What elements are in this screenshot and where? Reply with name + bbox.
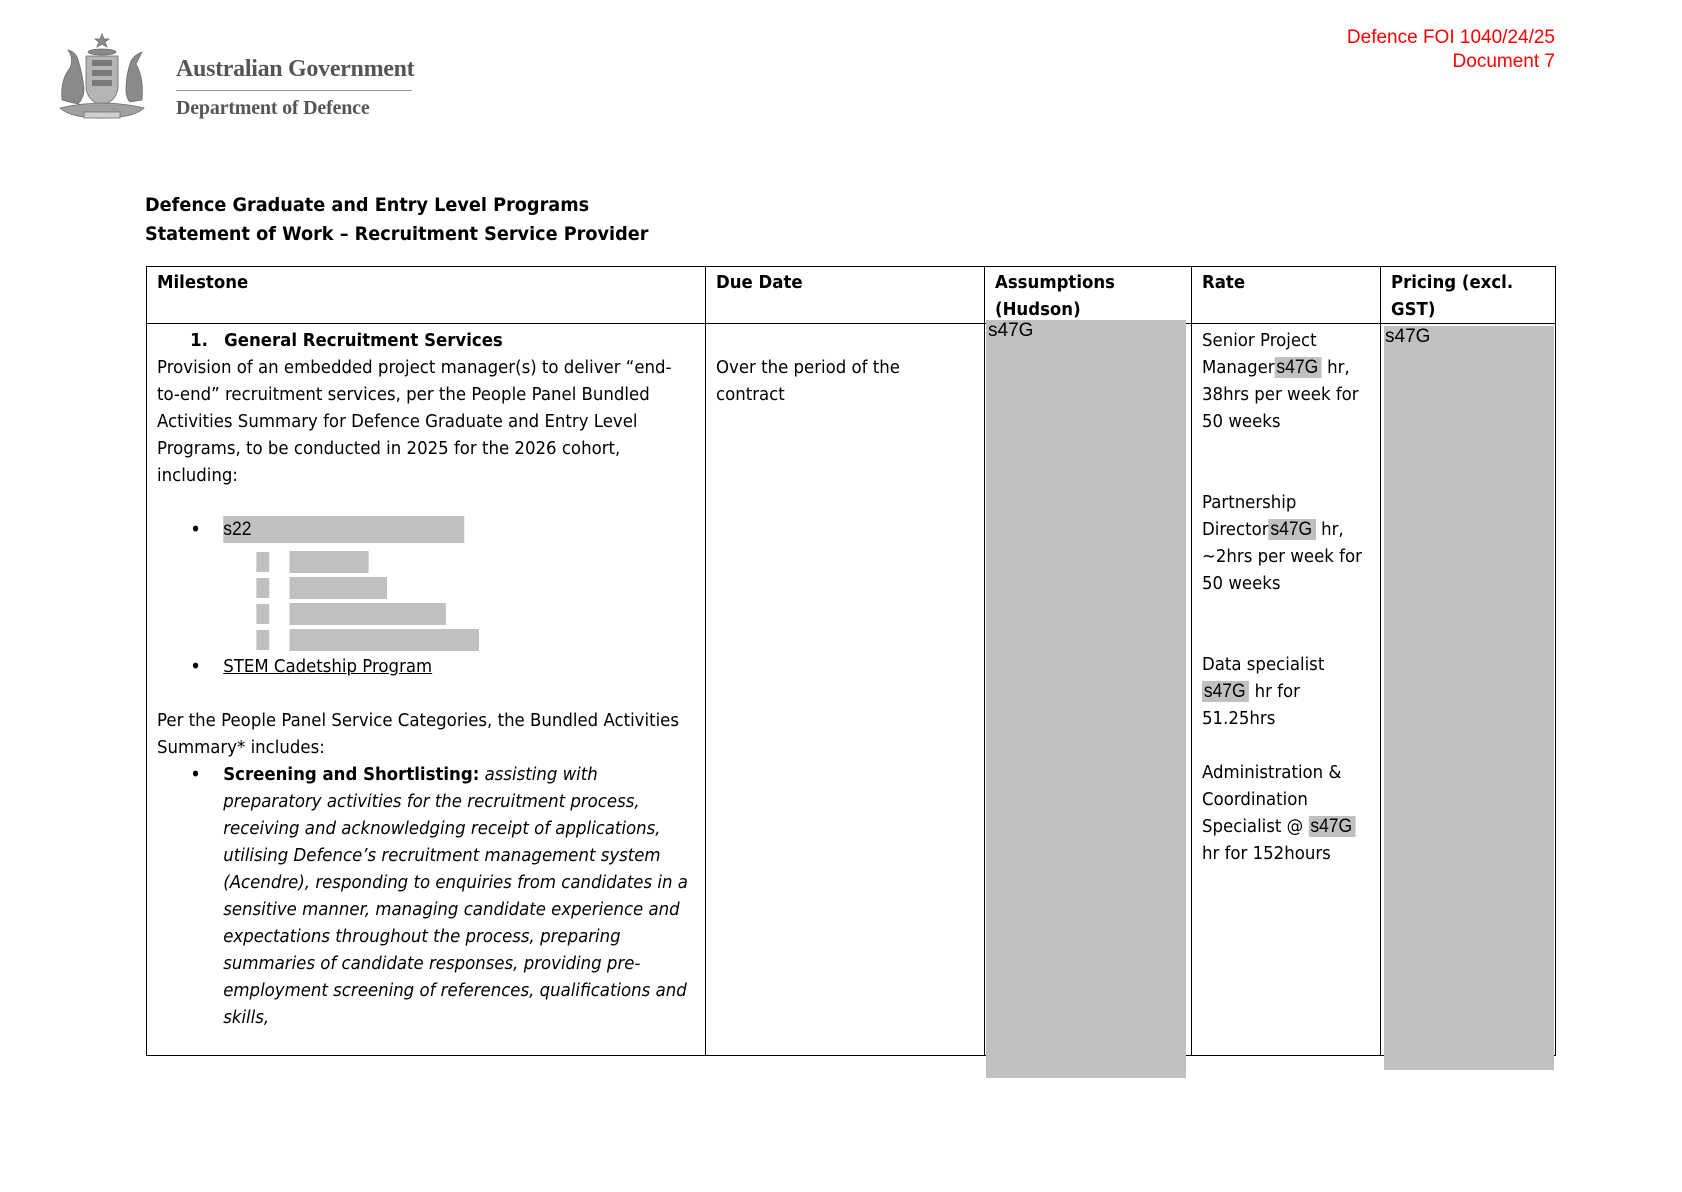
- header-due-date: Due Date: [706, 267, 985, 324]
- rate-data-specialist: Data specialist s47G hr for 51.25hrs: [1202, 654, 1325, 729]
- government-name: Australian Government: [176, 56, 415, 82]
- section-intro: Provision of an embedded project manager(s) to deliver “end-to-end” recruitment services, per the People Panel Bundled Activities Summary for Defence Graduate and Entry Level Programs, to be conducted in 2025 for the 2026 cohort, including:: [157, 357, 672, 486]
- foi-reference: [1347, 26, 1555, 74]
- header-rate: Rate: [1192, 267, 1381, 324]
- header-pricing: Pricing (excl. GST): [1381, 267, 1556, 324]
- department-name: Department of Defence: [176, 97, 370, 119]
- redacted-program-bar: s22: [223, 516, 464, 543]
- program-list: [157, 516, 692, 680]
- header-assumptions: Assumptions (Hudson): [985, 267, 1192, 324]
- due-date-text: Over the period of the contract: [716, 357, 900, 405]
- list-item: [190, 516, 691, 653]
- logo-divider: [176, 90, 412, 91]
- screening-title: Screening and Shortlisting:: [223, 764, 480, 785]
- foi-number: Defence FOI 1040/24/25: [1346, 27, 1555, 48]
- header-milestone: Milestone: [147, 267, 706, 324]
- rate-partnership-director: Partnership Directors47G hr, ~2hrs per week for 50 weeks: [1202, 492, 1362, 594]
- list-item: [190, 761, 691, 1031]
- activities-list: [157, 761, 692, 1031]
- due-date-cell: [706, 324, 985, 1056]
- panel-categories-text: Per the People Panel Service Categories, the Bundled Activities Summary* includes:: [157, 710, 679, 758]
- table-row: [147, 324, 1556, 1056]
- statement-of-work-table: [146, 266, 1556, 1056]
- rate-admin-specialist: Administration & Coordination Specialist @ s47G hr for 152hours: [1202, 759, 1369, 867]
- program-title: Defence Graduate and Entry Level Programs: [145, 194, 590, 216]
- list-item: [190, 653, 691, 680]
- table-header-row: [147, 267, 1556, 324]
- rate-senior-pm: Senior Project Managers47G hr, 38hrs per week for 50 weeks: [1202, 330, 1359, 432]
- coat-of-arms-logo: [40, 30, 175, 126]
- assumptions-redaction-code: s47G: [988, 320, 1034, 341]
- section-heading: 1. General Recruitment Services: [190, 330, 503, 351]
- stem-cadetship-link: STEM Cadetship Program: [223, 656, 433, 677]
- assumptions-redaction: [986, 320, 1186, 1078]
- pricing-redaction: [1384, 326, 1554, 1070]
- screening-description: assisting with preparatory activities for the recruitment process, receiving and acknowledging receipt of applications, utilising Defence’s recruitment management system (Acendre), responding to enquiries from candidates in a sensitive manner, managing candidate experience and expectations throughout the process, preparing summaries of candidate responses, providing pre-employment screening of references, qualifications and skills,: [223, 764, 688, 1028]
- pricing-redaction-code: s47G: [1385, 326, 1431, 347]
- document-subtitle: Statement of Work – Recruitment Service Provider: [145, 223, 649, 245]
- document-number: Document 7: [1452, 51, 1555, 72]
- rate-cell: [1192, 324, 1381, 1056]
- milestone-cell: [147, 324, 706, 1056]
- redacted-sublist: [256, 549, 691, 653]
